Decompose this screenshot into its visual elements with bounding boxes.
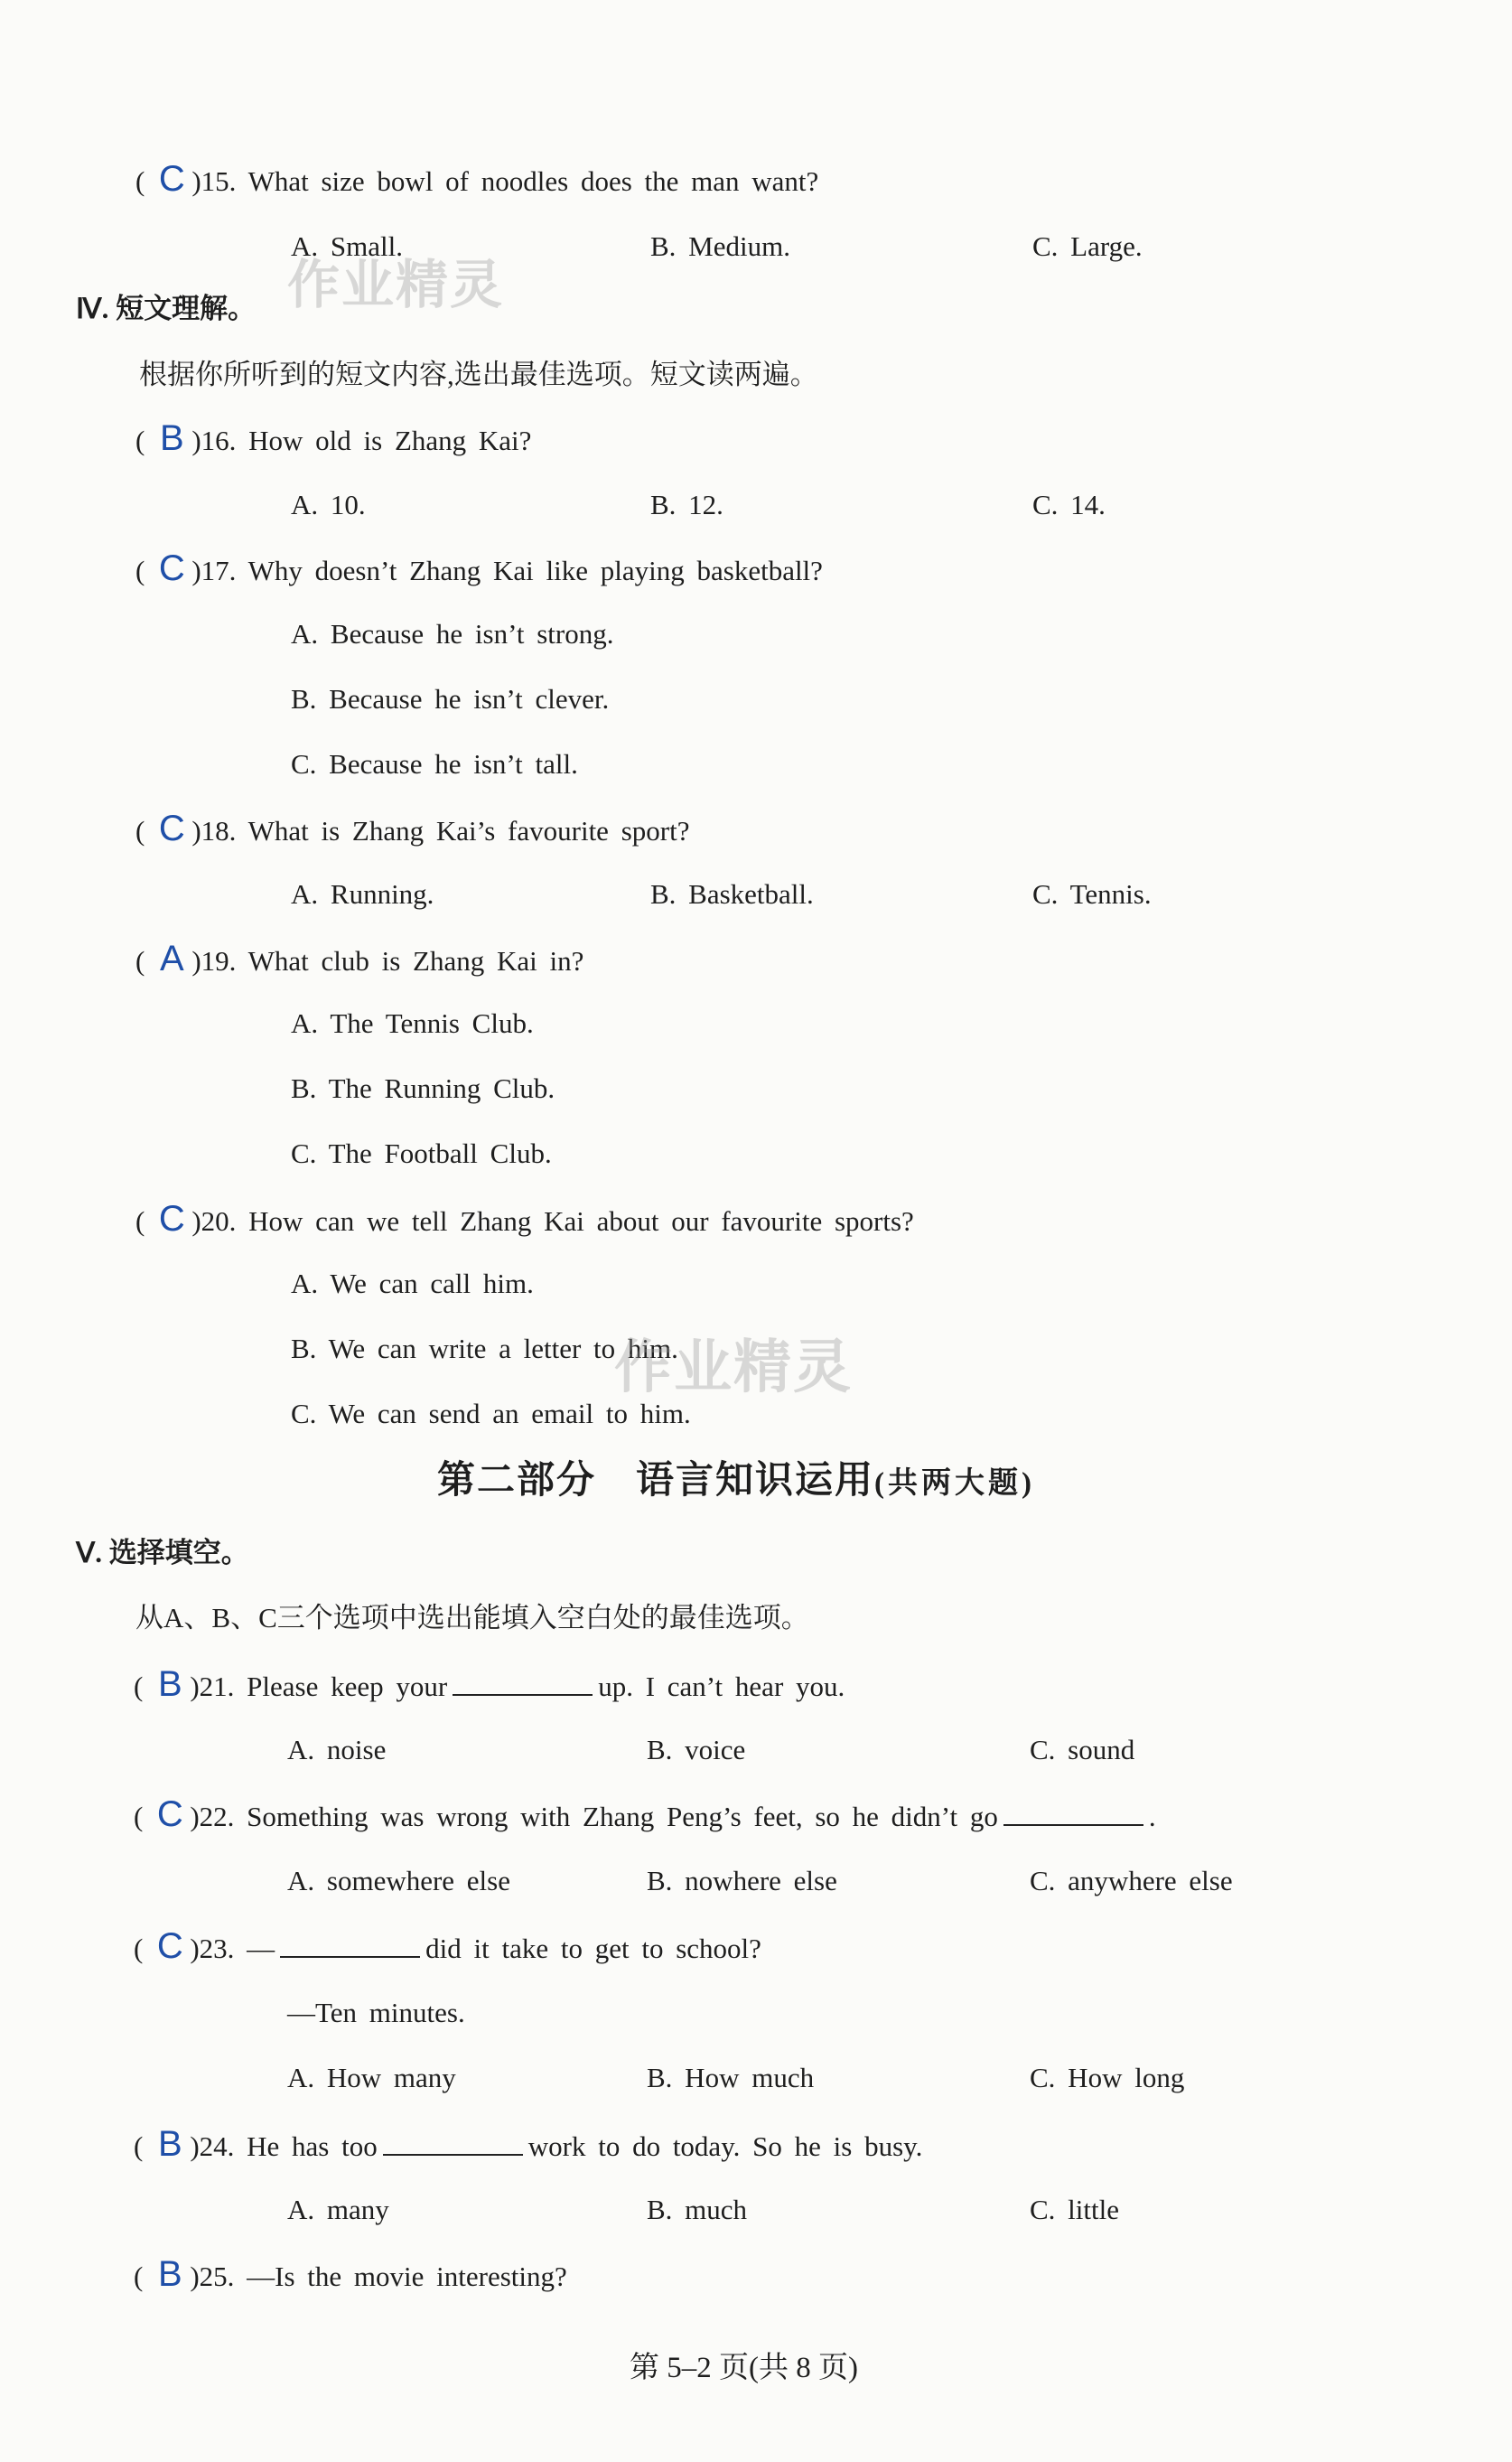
option-20-b: B. We can write a letter to him. bbox=[291, 1333, 678, 1364]
question-number: )21. bbox=[190, 1671, 235, 1702]
section-5-number: Ⅴ. bbox=[76, 1537, 102, 1568]
option-24-a: A. many bbox=[287, 2194, 389, 2225]
option-18-a: A. Running. bbox=[291, 878, 434, 910]
watermark bbox=[287, 242, 504, 318]
question-23 bbox=[134, 1928, 761, 1967]
question-number: )17. bbox=[191, 555, 237, 586]
option-20-a: A. We can call him. bbox=[291, 1268, 534, 1299]
paren-open: ( bbox=[135, 555, 145, 586]
part-2-heading: 第二部分 语言知识运用 bbox=[437, 1460, 875, 1502]
question-number: )20. bbox=[191, 1205, 237, 1237]
paren-open: ( bbox=[135, 165, 145, 197]
option-24-c: C. little bbox=[1030, 2194, 1119, 2225]
paren-open: ( bbox=[135, 945, 145, 977]
answer-17: C bbox=[158, 548, 185, 588]
question-number: )18. bbox=[191, 815, 237, 847]
option-22-a: A. somewhere else bbox=[287, 1865, 510, 1896]
question-16 bbox=[135, 420, 531, 459]
question-18 bbox=[135, 810, 689, 849]
option-16-b: B. 12. bbox=[650, 489, 723, 520]
page-footer: 第 5–2 页(共 8 页) bbox=[630, 2352, 858, 2384]
option-15-c: C. Large. bbox=[1032, 230, 1143, 262]
option-21-c: C. sound bbox=[1030, 1734, 1135, 1765]
paren-open: ( bbox=[135, 815, 145, 847]
answer-19: A bbox=[159, 939, 184, 978]
question-text: . bbox=[1148, 1801, 1156, 1832]
section-4-title: 短文理解。 bbox=[116, 293, 257, 324]
answer-25: B bbox=[157, 2254, 182, 2294]
question-number: )15. bbox=[191, 165, 237, 197]
option-24-b: B. much bbox=[647, 2194, 748, 2225]
question-text: What size bowl of noodles does the man want? bbox=[247, 165, 819, 197]
answer-21: B bbox=[157, 1664, 182, 1704]
question-text: — bbox=[247, 1933, 275, 1964]
paren-open: ( bbox=[134, 1801, 144, 1832]
question-number: )23. bbox=[190, 1933, 235, 1964]
option-17-a: A. Because he isn’t strong. bbox=[291, 618, 614, 650]
question-25 bbox=[134, 2256, 567, 2295]
question-text: work to do today. So he is busy. bbox=[527, 2130, 923, 2162]
part-2-title bbox=[437, 1458, 1035, 1506]
section-5-heading bbox=[76, 1535, 249, 1571]
option-23-a: A. How many bbox=[287, 2062, 456, 2093]
section-4-instruction: 根据你所听到的短文内容,选出最佳选项。短文读两遍。 bbox=[139, 359, 818, 390]
paren-open: ( bbox=[134, 1671, 144, 1702]
watermark-text: 作业精灵 bbox=[614, 1334, 853, 1401]
question-17 bbox=[135, 550, 823, 589]
question-24 bbox=[134, 2126, 922, 2165]
option-22-b: B. nowhere else bbox=[647, 1865, 837, 1896]
question-number: )24. bbox=[190, 2130, 235, 2162]
paren-open: ( bbox=[135, 1205, 145, 1237]
option-16-c: C. 14. bbox=[1032, 489, 1106, 520]
answer-16: B bbox=[159, 418, 184, 458]
question-text: How old is Zhang Kai? bbox=[248, 425, 532, 456]
watermark-text: 作业精灵 bbox=[287, 254, 505, 315]
option-17-b: B. Because he isn’t clever. bbox=[291, 683, 610, 715]
answer-blank bbox=[280, 1929, 420, 1958]
option-21-a: A. noise bbox=[287, 1734, 387, 1765]
question-number: )19. bbox=[191, 945, 237, 977]
section-5-title: 选择填空。 bbox=[108, 1537, 249, 1568]
option-21-b: B. voice bbox=[647, 1734, 746, 1765]
section-4-number: Ⅳ. bbox=[76, 293, 109, 324]
answer-15: C bbox=[158, 159, 185, 199]
question-text: What club is Zhang Kai in? bbox=[247, 945, 584, 977]
option-19-b: B. The Running Club. bbox=[291, 1072, 555, 1104]
option-22-c: C. anywhere else bbox=[1030, 1865, 1233, 1896]
watermark bbox=[614, 1321, 853, 1404]
question-text: He has too bbox=[247, 2130, 378, 2162]
answer-blank bbox=[453, 1667, 593, 1696]
question-21 bbox=[134, 1666, 845, 1705]
answer-18: C bbox=[158, 809, 185, 848]
answer-20: C bbox=[158, 1199, 185, 1239]
option-15-b: B. Medium. bbox=[650, 230, 790, 262]
option-15-a: A. Small. bbox=[291, 230, 403, 262]
answer-24: B bbox=[157, 2124, 182, 2164]
option-18-b: B. Basketball. bbox=[650, 878, 814, 910]
question-number: )25. bbox=[190, 2261, 235, 2292]
answer-blank bbox=[383, 2127, 523, 2156]
option-23-c: C. How long bbox=[1030, 2062, 1185, 2093]
option-16-a: A. 10. bbox=[291, 489, 366, 520]
answer-23: C bbox=[156, 1926, 183, 1966]
question-text: up. I can’t hear you. bbox=[598, 1671, 845, 1702]
question-text: What is Zhang Kai’s favourite sport? bbox=[247, 815, 690, 847]
question-19 bbox=[135, 941, 583, 979]
paren-open: ( bbox=[134, 1933, 144, 1964]
question-text: —Is the movie interesting? bbox=[247, 2261, 567, 2292]
question-text: did it take to get to school? bbox=[425, 1933, 761, 1964]
section-4-heading bbox=[76, 291, 256, 327]
option-19-c: C. The Football Club. bbox=[291, 1137, 552, 1169]
question-15 bbox=[135, 161, 818, 200]
paren-open: ( bbox=[134, 2130, 144, 2162]
question-22 bbox=[134, 1796, 1156, 1835]
question-text: Something was wrong with Zhang Peng’s feet, so he didn’t go bbox=[247, 1801, 998, 1832]
question-text: Please keep your bbox=[247, 1671, 448, 1702]
question-number: )16. bbox=[191, 425, 237, 456]
question-20 bbox=[135, 1201, 914, 1240]
question-number: )22. bbox=[190, 1801, 235, 1832]
option-23-b: B. How much bbox=[647, 2062, 815, 2093]
question-text: How can we tell Zhang Kai about our favourite sports? bbox=[248, 1205, 914, 1237]
section-5-instruction: 从A、B、C三个选项中选出能填入空白处的最佳选项。 bbox=[135, 1602, 809, 1634]
question-text: Why doesn’t Zhang Kai like playing basketball? bbox=[247, 555, 823, 586]
option-20-c: C. We can send an email to him. bbox=[291, 1398, 691, 1429]
answer-22: C bbox=[156, 1794, 183, 1834]
option-18-c: C. Tennis. bbox=[1032, 878, 1152, 910]
paren-open: ( bbox=[135, 425, 145, 456]
part-2-subtitle: (共两大题) bbox=[874, 1467, 1035, 1500]
answer-blank bbox=[1003, 1797, 1143, 1826]
option-17-c: C. Because he isn’t tall. bbox=[291, 748, 578, 780]
reply-23: —Ten minutes. bbox=[287, 1997, 465, 2028]
option-19-a: A. The Tennis Club. bbox=[291, 1007, 534, 1039]
paren-open: ( bbox=[134, 2261, 144, 2292]
